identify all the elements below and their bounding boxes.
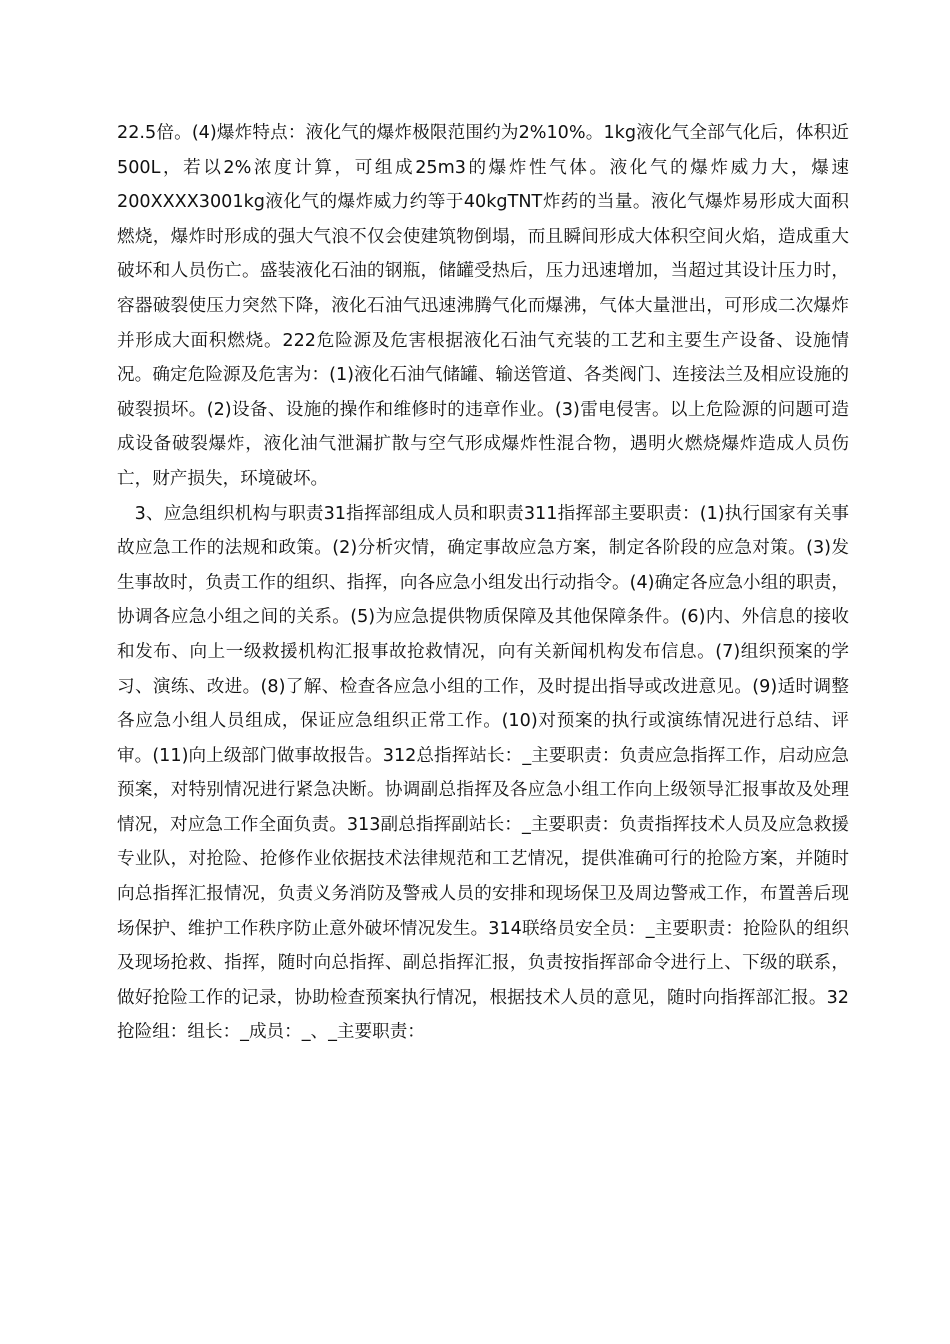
paragraph-emergency-organization: 3、应急组织机构与职责31指挥部组成人员和职责311指挥部主要职责：(1)执行国家有关事故应急工作的法规和政策。(2)分析灾情，确定事故应急方案，制定各阶段的应急对策。(3)发生事故时，负责工作的组织、指挥，向各应急小组发出行动指令。(4)确定各应急小组的职责，协调各应急小组之间的关系。(5)为应急提供物质保障及其他保障条件。(6)内、外信息的接收和发布、向上一级救援机构汇报事故抢救情况，向有关新闻机构发布信息。(7)组织预案的学习、演练、改进。(8)了解、检查各应急小组的工作，及时提出指导或改进意见。(9)适时调整各应急小组人员组成，保证应急组织正常工作。(10)对预案的执行或演练情况进行总结、评审。(11)向上级部门做事故报告。312总指挥站长：_主要职责：负责应急指挥工作，启动应急预案，对特别情况进行紧急决断。协调副总指挥及各应急小组工作向上级领导汇报事故及处理情况，对应急工作全面负责。313副总指挥副站长：_主要职责：负责指挥技术人员及应急救援专业队，对抢险、抢修作业依据技术法律规范和工艺情况，提供准确可行的抢险方案，并随时向总指挥汇报情况，负责义务消防及警戒人员的安排和现场保卫及周边警戒工作，布置善后现场保护、维护工作秩序防止意外破坏情况发生。314联络员安全员：_主要职责：抢险队的组织及现场抢救、指挥，随时向总指挥、副总指挥汇报，负责按指挥部命令进行上、下级的联系，做好抢险工作的记录，协助检查预案执行情况，根据技术人员的意见，随时向指挥部汇报。32抢险组：组长：_成员：_、_主要职责： xyxy=(117,503,849,1043)
document-body xyxy=(117,116,849,1050)
paragraph-hazard-characteristics: 22.5倍。(4)爆炸特点：液化气的爆炸极限范围约为2%10%。1kg液化气全部气化后，体积近500L，若以2%浓度计算，可组成25m3的爆炸性气体。液化气的爆炸威力大，爆速200XXXX3001kg液化气的爆炸威力约等于40kgTNT炸药的当量。液化气爆炸易形成大面积燃烧，爆炸时形成的强大气浪不仅会使建筑物倒塌，而且瞬间形成大体积空间火焰，造成重大破坏和人员伤亡。盛装液化石油的钢瓶，储罐受热后，压力迅速增加，当超过其设计压力时，容器破裂使压力突然下降，液化石油气迅速沸腾气化而爆沸，气体大量泄出，可形成二次爆炸并形成大面积燃烧。222危险源及危害根据液化石油气充装的工艺和主要生产设备、设施情况。确定危险源及危害为：(1)液化石油气储罐、输送管道、各类阀门、连接法兰及相应设施的破裂损坏。(2)设备、设施的操作和维修时的违章作业。(3)雷电侵害。以上危险源的问题可造成设备破裂爆炸，液化油气泄漏扩散与空气形成爆炸性混合物，遇明火燃烧爆炸造成人员伤亡，财产损失，环境破坏。 xyxy=(117,123,849,489)
